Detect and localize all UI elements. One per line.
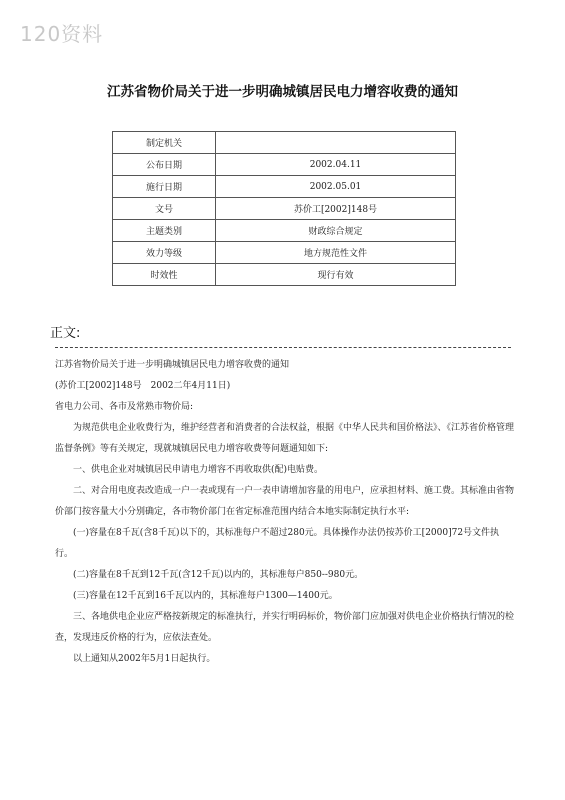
meta-value: 2002.04.11: [216, 154, 456, 176]
metadata-table: [112, 131, 456, 286]
table-row: [113, 154, 456, 176]
table-row: [113, 220, 456, 242]
meta-label: 效力等级: [113, 242, 216, 264]
meta-value: [216, 132, 456, 154]
paragraph: 三、各地供电企业应严格按新规定的标准执行，并实行明码标价，物价部门应加强对供电企业价格执行情况的检查，发现违反价格的行为，应依法查处。: [55, 612, 515, 643]
meta-label: 主题类别: [113, 220, 216, 242]
page-title: 江苏省物价局关于进一步明确城镇居民电力增容收费的通知: [107, 84, 458, 100]
document-body: [55, 355, 515, 670]
paragraph: (三)容量在12千瓦到16千瓦以内的，其标准每户1300—1400元。: [73, 591, 338, 601]
paragraph: 二、对合用电度表改造成一户一表或现有一户一表申请增加容量的用电户，应承担材料、施工费。其标准由省物价部门按容量大小分别确定，各市物价部门在省定标准范围内结合本地实际制定执行水平:: [55, 486, 515, 517]
watermark: 120资料: [20, 22, 104, 46]
paragraph: (一)容量在8千瓦(含8千瓦)以下的，其标准每户不超过280元。具体操作办法仍按苏价工[2000]72号文件执行。: [55, 528, 500, 559]
section-heading: 正文:: [50, 326, 81, 341]
table-row: [113, 132, 456, 154]
table-row: [113, 264, 456, 286]
meta-value: 2002.05.01: [216, 176, 456, 198]
meta-value: 苏价工[2002]148号: [216, 198, 456, 220]
table-row: [113, 242, 456, 264]
meta-label: 文号: [113, 198, 216, 220]
table-row: [113, 198, 456, 220]
table-row: [113, 176, 456, 198]
addressee: 省电力公司、各市及常熟市物价局:: [55, 402, 194, 412]
paragraph: 以上通知从2002年5月1日起执行。: [73, 654, 216, 664]
paragraph: (二)容量在8千瓦到12千瓦(含12千瓦)以内的，其标准每户850--980元。: [73, 570, 364, 580]
meta-value: 财政综合规定: [216, 220, 456, 242]
paragraph: 为规范供电企业收费行为，维护经营者和消费者的合法权益，根据《中华人民共和国价格法》、《江苏省价格管理监督条例》等有关规定，现就城镇居民电力增容收费等问题通知如下:: [55, 423, 515, 454]
meta-value: 地方规范性文件: [216, 242, 456, 264]
meta-label: 公布日期: [113, 154, 216, 176]
meta-label: 制定机关: [113, 132, 216, 154]
paragraph: 一、供电企业对城镇居民申请电力增容不再收取供(配)电贴费。: [73, 465, 324, 475]
meta-value: 现行有效: [216, 264, 456, 286]
divider: [55, 347, 511, 348]
doc-reference: (苏价工[2002]148号 2002二年4月11日): [55, 381, 231, 391]
doc-name: 江苏省物价局关于进一步明确城镇居民电力增容收费的通知: [55, 360, 290, 370]
meta-label: 时效性: [113, 264, 216, 286]
meta-label: 施行日期: [113, 176, 216, 198]
